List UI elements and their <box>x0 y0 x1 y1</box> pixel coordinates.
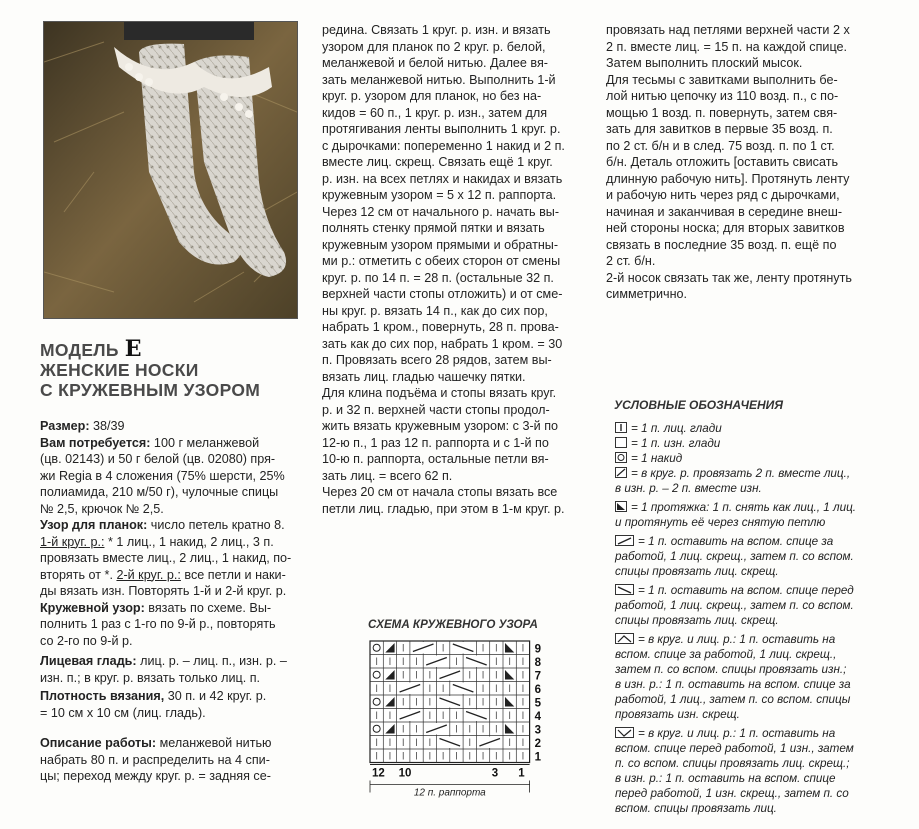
legend-item-cross-purl-left: = в круг. и лиц. р.: 1 п. оставить на вспом. спице перед работой, 1 изн., затем п. со вспом. спицы провязать лиц. скрещ.; в изн. р.: 1 п. оставить на вспом. спице перед работой, 1 изн. скрещ., затем п. со вспом. спицы провязать лиц. <box>615 727 854 815</box>
legend-item-yarnover: = 1 накид <box>615 451 885 466</box>
col3-line: провязать над петлями верхней части 2 х <box>606 23 850 37</box>
ssk-symbol-icon <box>615 501 627 512</box>
col2-line: Через 12 см от начального р. начать вы- <box>322 204 560 219</box>
col2-line: зать как до сих пор, набрать 1 кром. = 30 <box>322 336 563 351</box>
col2-line: набрать 1 кром., повернуть, 28 п. прова- <box>322 320 559 334</box>
legend-item-knit: = 1 п. лиц. глади <box>615 421 885 436</box>
need-line: полиамида, 210 м/50 г), чулочные спицы <box>40 485 279 499</box>
col2-line: ны круг. р. вязать 14 п., как до сих пор, <box>322 303 548 318</box>
need-line: № 2,5, крючок № 2,5. <box>40 501 164 516</box>
lace-line: со 2-го по 9-й р. <box>40 633 133 648</box>
scheme-title: СХЕМА КРУЖЕВНОГО УЗОРА <box>368 618 538 631</box>
col2-line: узором для планок по 2 круг. р. белой, <box>322 39 546 54</box>
pattern-line: вторять от *. <box>40 567 117 582</box>
col3-line: начиная и заканчивая в середине внеш- <box>606 204 843 219</box>
cross-left-symbol-icon <box>615 584 634 595</box>
work-line: цы; переход между круг. р. = задняя се- <box>40 769 271 783</box>
col2-line: меланжевой и белой нитью. Далее вя- <box>322 56 548 70</box>
col3-line: по 2 ст. б/н и в след. 75 возд. п. по 1 ст. <box>606 138 835 153</box>
smooth-line: лиц. р. – лиц. п., изн. р. – <box>136 654 287 668</box>
col2-line: зать меланжевой нитью. Выполнить 1-й <box>322 72 556 87</box>
smooth-line: изн. п.; в круг. р. вязать только лиц. п. <box>40 670 261 685</box>
col2-line: ми р.: отметить с обеих сторон от смены <box>322 254 561 268</box>
legend-item-cross-left: = 1 п. оставить на вспом. спице перед работой, 1 лиц. скрещ., затем п. со вспом. спицы провязать лиц. скрещ. <box>615 584 854 627</box>
column-label: 1 <box>518 767 525 780</box>
size-label: Размер: <box>40 419 90 433</box>
legend-item-purl: = 1 п. изн. глади <box>615 436 885 451</box>
lace-scheme <box>368 638 558 818</box>
cross-purl-left-symbol-icon <box>615 727 634 738</box>
row-number: 6 <box>534 684 542 696</box>
lace-line: вязать по схеме. Вы- <box>144 600 272 615</box>
legend-item-k2tog: = в круг. р. провязать 2 п. вместе лиц., в изн. р. – 2 п. вместе изн. <box>615 467 851 495</box>
knit-symbol-icon <box>615 422 627 433</box>
density-line: 30 п. и 42 круг. р. <box>164 689 267 703</box>
pattern-line: число петель кратно 8. <box>147 518 285 532</box>
col3-line: ней стороны носка; для вторых завитков <box>606 221 845 235</box>
lace-scheme-grid <box>368 638 558 813</box>
col3-line: длинную рабочую нить]. Протянуть ленту <box>606 171 850 186</box>
legend-item-cross-right: = 1 п. оставить на вспом. спице за работой, 1 лиц. скрещ., затем п. со вспом. спицы провязать лиц. скрещ. <box>615 535 854 578</box>
legend-item-ssk: = 1 протяжка: 1 п. снять как лиц., 1 лиц. и протянуть её через снятую петлю <box>615 501 857 529</box>
col3-line: б/н. Деталь отложить [оставить свисать <box>606 155 839 169</box>
col2-line: Для клина подъёма и стопы вязать круг. <box>322 386 557 400</box>
column-3 <box>606 22 876 303</box>
repeat-label: 12 п. раппорта <box>413 787 486 799</box>
col3-line: Для тесьмы с завитками выполнить бе- <box>606 72 838 87</box>
col2-line: 10-ю п. раппорта, остальные петли вя- <box>322 452 549 466</box>
title-line-3: С КРУЖЕВНЫМ УЗОРОМ <box>40 380 261 400</box>
need-line: жи Regia в 4 сложения (75% шерсти, 25% <box>40 468 285 483</box>
purl-symbol-icon <box>615 437 627 448</box>
pattern-line: все петли и наки- <box>180 567 286 582</box>
col2-line: кидов = 60 п., 1 круг. р. изн., затем для <box>322 105 548 120</box>
row-number: 7 <box>534 670 542 683</box>
need-line: 100 г меланжевой <box>150 435 260 450</box>
col2-line: Через 20 см от начала стопы вязать все <box>322 485 558 499</box>
col3-line: зать для завитков в первые 35 возд. п. <box>606 122 833 136</box>
col2-line: вместе лиц. скрещ. Связать ещё 1 круг. <box>322 155 553 169</box>
column-label: 12 <box>372 767 385 780</box>
k2tog-symbol-icon <box>615 467 627 478</box>
title-line-2: ЖЕНСКИЕ НОСКИ <box>40 360 199 380</box>
lace-line: полнить 1 раз с 1-го по 9-й р., повторять <box>40 617 276 631</box>
col2-line: петли лиц. гладью, при этом в 1-м круг. р. <box>322 501 565 516</box>
pattern-label: Узор для планок: <box>40 518 148 532</box>
legend-list <box>615 421 885 816</box>
row2-label: 2-й круг. р.: <box>116 567 181 582</box>
col2-line: 12-ю п., 1 раз 12 п. раппорта и с 1-й по <box>322 435 549 450</box>
row-number: 9 <box>534 643 542 656</box>
row-number: 8 <box>534 657 542 669</box>
cross-right-symbol-icon <box>615 535 634 546</box>
col3-line: связать в последние 35 возд. п. ещё по <box>606 237 837 252</box>
pattern-line: * 1 лиц., 1 накид, 2 лиц., 3 п. <box>104 534 274 549</box>
col3-line: симметрично. <box>606 287 688 301</box>
model-heading <box>40 336 261 400</box>
column-label: 3 <box>491 767 499 780</box>
need-line: (цв. 02143) и 50 г белой (цв. 02080) пря- <box>40 452 276 466</box>
col2-line: круг. р. узором для планок, но без на- <box>322 89 542 103</box>
column-label: 10 <box>398 767 412 780</box>
col2-line: кружевным узором прямыми и обратны- <box>322 237 559 252</box>
col3-line: 2 п. вместе лиц. = 15 п. на каждой спице. <box>606 39 848 54</box>
col2-line: редина. Связать 1 круг. р. изн. и вязать <box>322 23 551 37</box>
density-label: Плотность вязания, <box>40 689 165 703</box>
col2-line: полнять стенку прямой пятки и вязать <box>322 221 545 235</box>
row1-label: 1-й круг. р.: <box>40 534 105 549</box>
row-number: 1 <box>534 751 542 764</box>
row-number: 5 <box>534 697 542 710</box>
cross-purl-right-symbol-icon <box>615 633 634 644</box>
col2-line: п. Провязать всего 28 рядов, затем вы- <box>322 353 552 367</box>
col3-line: 2-й носок связать так же, ленту протянуть <box>606 270 852 285</box>
col3-line: лой нитью цепочку из 110 возд. п., с по- <box>606 89 839 103</box>
col2-line: р. изн. на всех петлях и накидах и вязать <box>322 171 563 186</box>
col3-line: и рабочую нить через ряд с дырочками, <box>606 188 840 202</box>
col2-line: верхней части стопы отложить) и от сме- <box>322 287 563 301</box>
size-value: 38/39 <box>89 419 125 433</box>
row-number: 2 <box>534 738 542 750</box>
socks-photo <box>43 21 298 319</box>
col2-line: с дырочками: попеременно 1 накид и 2 п. <box>322 138 565 153</box>
col2-line: круг. р. по 14 п. = 28 п. (остальные 32 п. <box>322 270 554 285</box>
work-label: Описание работы: <box>40 736 157 750</box>
row-number: 3 <box>534 724 542 737</box>
col2-line: кружевным узором = 5 х 12 п. раппорта. <box>322 188 557 202</box>
work-line: меланжевой нитью <box>156 736 272 750</box>
yarnover-symbol-icon <box>615 452 627 463</box>
legend-item-cross-purl-right: = в круг. и лиц. р.: 1 п. оставить на вспом. спице за работой, 1 лиц. скрещ., затем п. со вспом. спицы провязать изн.; в изн. р.: 1 п. оставить на вспом. спице за работой, 1 лиц., затем п. со вспом. спицы провязать изн. скрещ. <box>615 633 851 721</box>
col2-line: вязать лиц. гладью чашечку пятки. <box>322 369 526 384</box>
smooth-label: Лицевая гладь: <box>40 654 137 668</box>
col2-line: зать лиц. = всего 62 п. <box>322 468 453 483</box>
col2-line: р. и 32 п. верхней части стопы продол- <box>322 402 550 417</box>
col2-line: жить вязать кружевным узором: с 3-й по <box>322 419 559 433</box>
row-number: 4 <box>534 711 542 723</box>
need-label: Вам потребуется: <box>40 435 151 450</box>
col2-line: протягивания ленты выполнить 1 круг. р. <box>322 122 561 136</box>
model-letter: E <box>124 336 142 362</box>
legend-title: УСЛОВНЫЕ ОБОЗНАЧЕНИЯ <box>614 398 784 412</box>
work-line: набрать 80 п. и распределить на 4 спи- <box>40 752 270 767</box>
lace-label: Кружевной узор: <box>40 600 145 615</box>
column-2 <box>322 22 588 517</box>
col3-line: 2 ст. б/н. <box>606 254 656 268</box>
pattern-line: ды вязать изн. Повторять 1-й и 2-й круг. р. <box>40 584 287 598</box>
col3-line: Затем выполнить плоский мысок. <box>606 56 803 70</box>
pattern-line: провязать вместе лиц., 2 лиц., 1 накид, по- <box>40 551 292 565</box>
model-label: МОДЕЛЬ <box>40 340 119 360</box>
density-line: = 10 см х 10 см (лиц. гладь). <box>40 705 206 720</box>
column-1 <box>40 418 302 785</box>
col3-line: мощью 1 возд. п. повернуть, затем свя- <box>606 105 838 120</box>
